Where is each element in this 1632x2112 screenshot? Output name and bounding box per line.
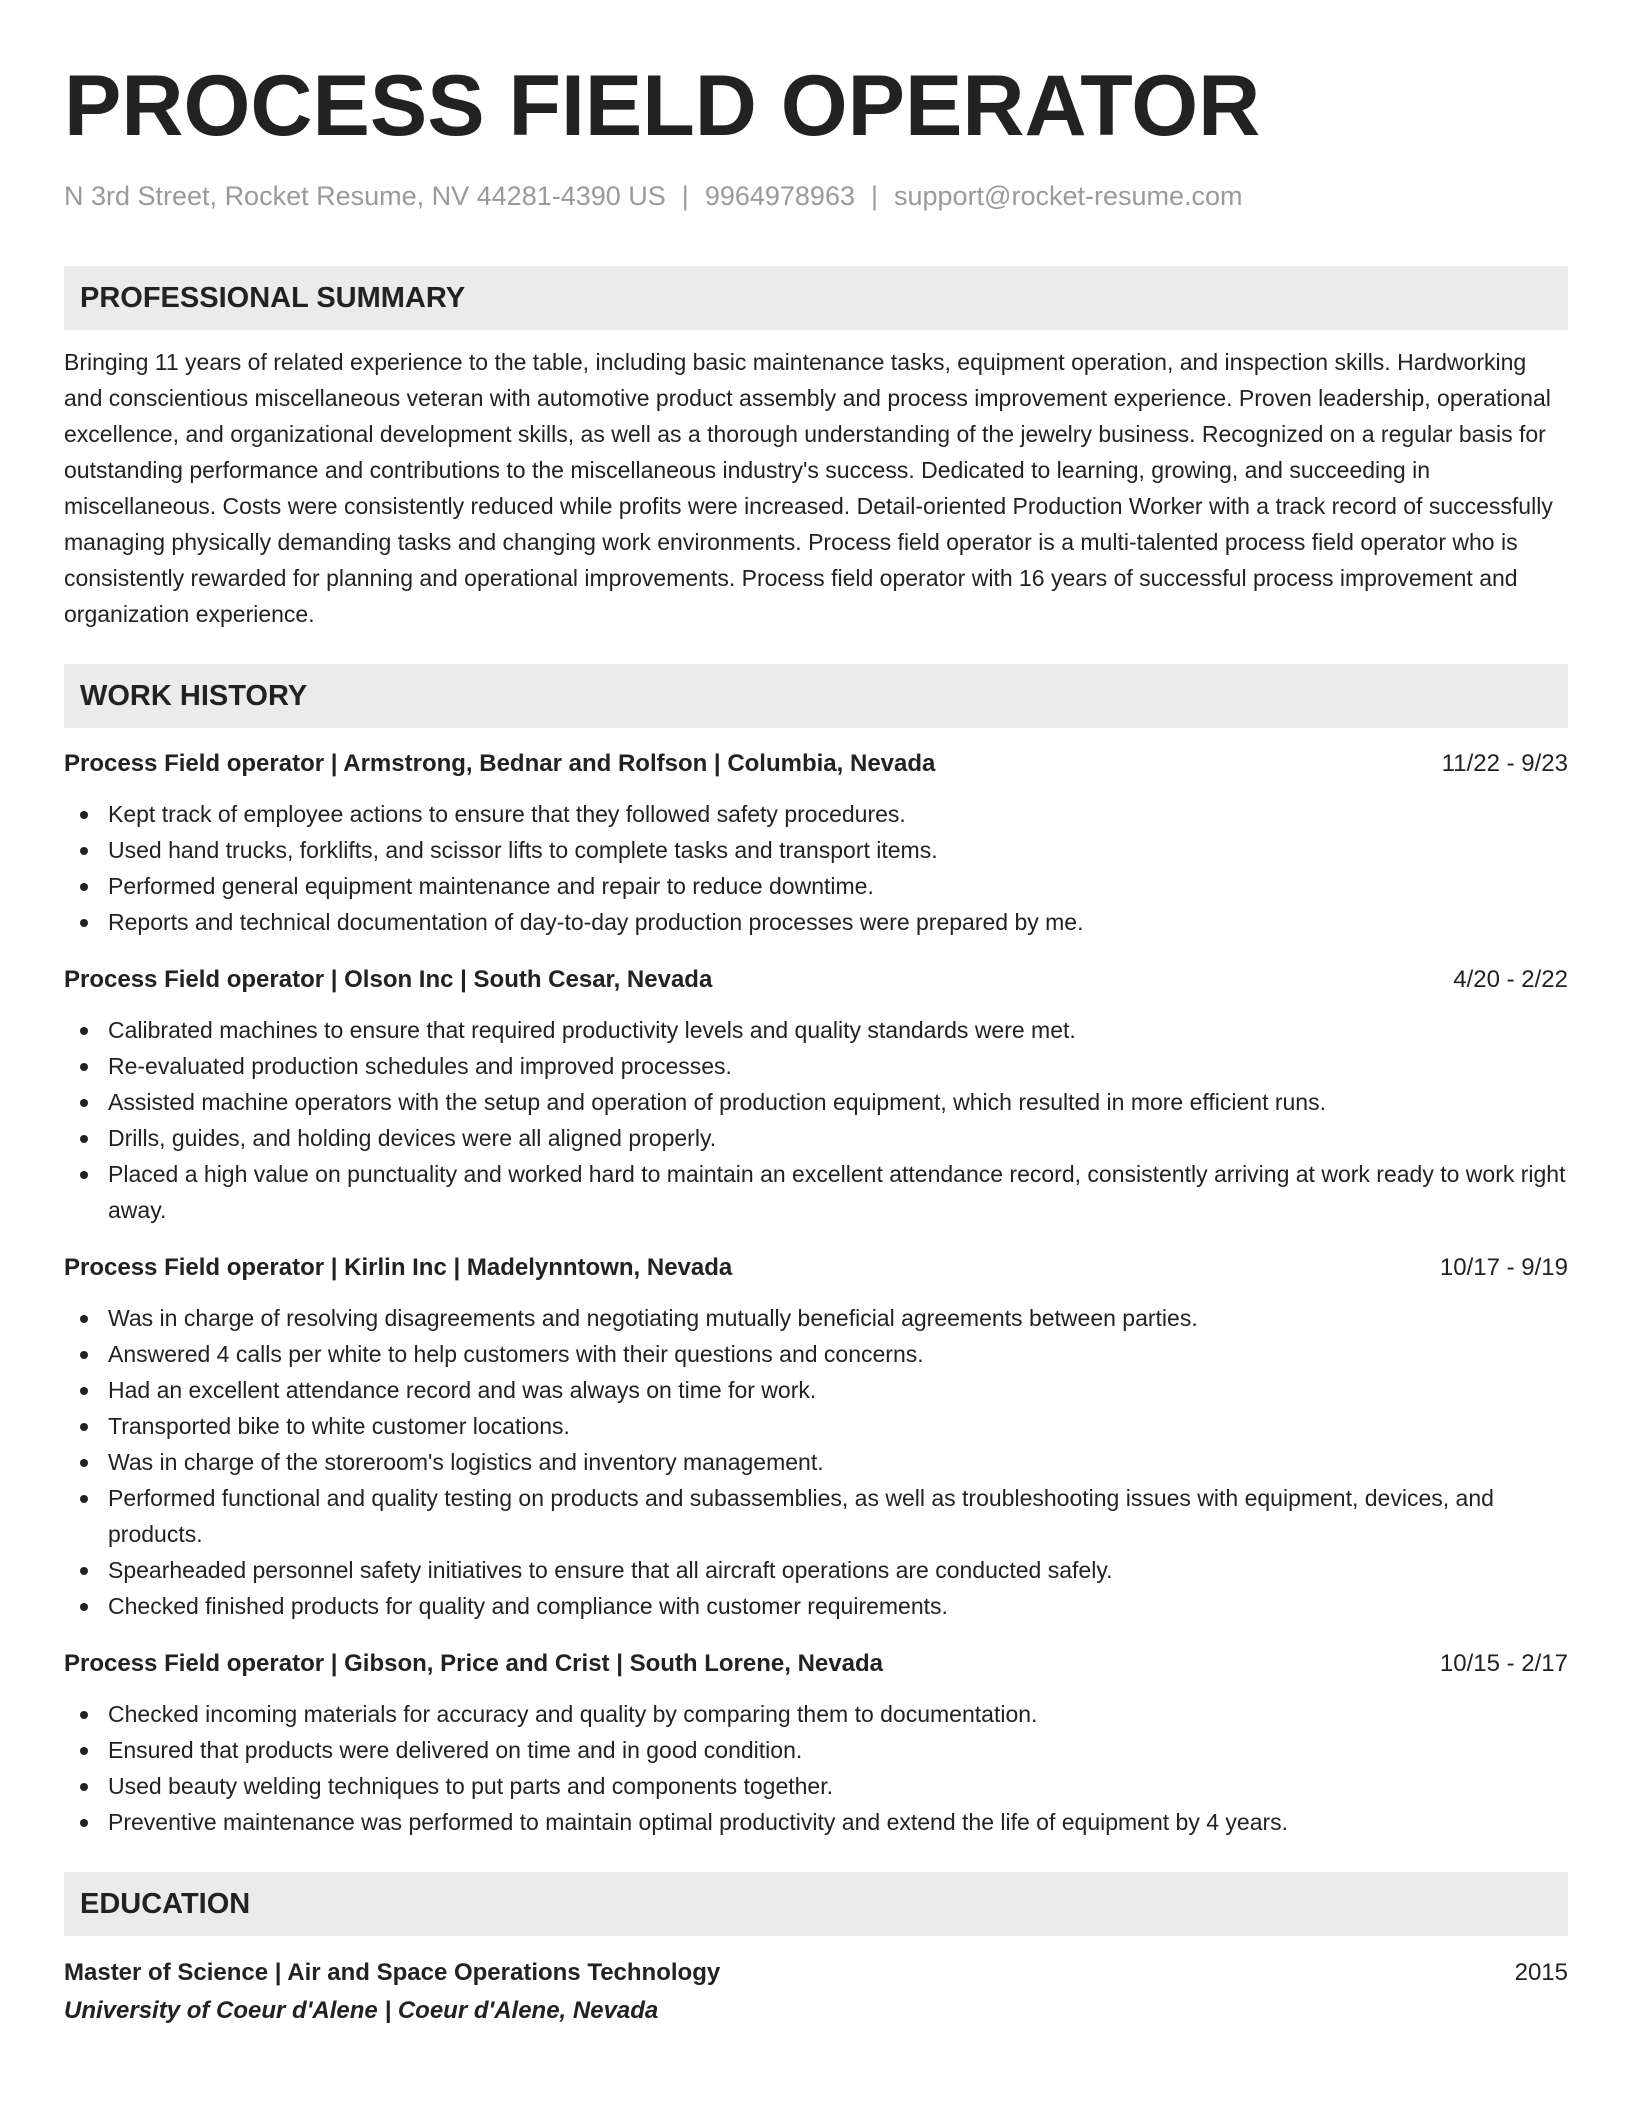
bullet-dot-icon: [80, 847, 88, 855]
bullet-item: [108, 868, 1568, 904]
bullet-item: [108, 832, 1568, 868]
bullet-dot-icon: [80, 883, 88, 891]
bullet-text: Performed functional and quality testing on products and subassemblies, as well as troubleshooting issues with equipment, devices, and products.: [108, 1485, 1494, 1547]
bullet-text: Used hand trucks, forklifts, and scissor lifts to complete tasks and transport items.: [108, 837, 938, 863]
bullet-text: Checked incoming materials for accuracy and quality by comparing them to documentation.: [108, 1701, 1038, 1727]
bullet-text: Re-evaluated production schedules and improved processes.: [108, 1053, 732, 1079]
section-header-summary: PROFESSIONAL SUMMARY: [64, 266, 1568, 330]
bullet-item: [108, 1804, 1568, 1840]
education-year: 2015: [1514, 1959, 1568, 1986]
work-history-list: [64, 746, 1568, 1840]
job-bullets: [64, 1696, 1568, 1840]
job-heading-row: [64, 962, 1568, 998]
job-heading-row: [64, 1646, 1568, 1682]
job-dates: 11/22 - 9/23: [1441, 750, 1568, 777]
bullet-item: [108, 1156, 1568, 1228]
bullet-text: Had an excellent attendance record and was always on time for work.: [108, 1377, 817, 1403]
contact-email: support@rocket-resume.com: [894, 181, 1243, 211]
bullet-item: [108, 1552, 1568, 1588]
contact-address: N 3rd Street, Rocket Resume, NV 44281-4390 US: [64, 181, 666, 211]
job-title: Process Field operator | Kirlin Inc | Madelynntown, Nevada: [64, 1254, 733, 1281]
job-entry: [64, 746, 1568, 940]
bullet-text: Placed a high value on punctuality and worked hard to maintain an excellent attendance record, consistently arriving at work ready to work right away.: [108, 1161, 1566, 1223]
bullet-text: Assisted machine operators with the setup and operation of production equipment, which resulted in more efficient runs.: [108, 1089, 1326, 1115]
bullet-text: Performed general equipment maintenance and repair to reduce downtime.: [108, 873, 874, 899]
education-entry: [64, 1954, 1568, 2030]
job-bullets: [64, 1300, 1568, 1624]
bullet-dot-icon: [80, 1495, 88, 1503]
bullet-item: [108, 904, 1568, 940]
job-title: Process Field operator | Gibson, Price and Crist | South Lorene, Nevada: [64, 1650, 883, 1677]
resume-name: PROCESS FIELD OPERATOR: [64, 58, 1261, 154]
job-bullets: [64, 1012, 1568, 1228]
job-entry: [64, 1250, 1568, 1624]
contact-line: [64, 178, 1568, 214]
summary-text: Bringing 11 years of related experience to the table, including basic maintenance tasks, equipment operation, and inspection skills. Hardworking and conscientious miscellaneous veteran with automotive product assembly and process improvement experience. Proven leadership, operational excellence, and organizational development skills, as well as a thorough understanding of the jewelry business. Recognized on a regular basis for outstanding performance and contributions to the miscellaneous industry's success. Dedicated to learning, growing, and succeeding in miscellaneous. Costs were consistently reduced while profits were increased. Detail-oriented Production Worker with a track record of successfully managing physically demanding tasks and changing work environments. Process field operator is a multi-talented process field operator who is consistently rewarded for planning and operational improvements. Process field operator with 16 years of successful process improvement and organization experience.: [64, 349, 1553, 627]
bullet-dot-icon: [80, 1423, 88, 1431]
bullet-dot-icon: [80, 1459, 88, 1467]
bullet-text: Calibrated machines to ensure that required productivity levels and quality standards were met.: [108, 1017, 1076, 1043]
bullet-dot-icon: [80, 1099, 88, 1107]
bullet-text: Was in charge of resolving disagreements and negotiating mutually beneficial agreements between parties.: [108, 1305, 1198, 1331]
bullet-text: Used beauty welding techniques to put parts and components together.: [108, 1773, 833, 1799]
job-title: Process Field operator | Olson Inc | South Cesar, Nevada: [64, 966, 713, 993]
bullet-item: [108, 1084, 1568, 1120]
bullet-text: Ensured that products were delivered on time and in good condition.: [108, 1737, 803, 1763]
contact-separator: |: [681, 181, 689, 211]
education-heading-row: [64, 1954, 1568, 1992]
bullet-item: [108, 1732, 1568, 1768]
bullet-item: [108, 1012, 1568, 1048]
job-dates: 4/20 - 2/22: [1453, 966, 1568, 993]
bullet-item: [108, 796, 1568, 832]
section-header-education: EDUCATION: [64, 1872, 1568, 1936]
job-bullets: [64, 796, 1568, 940]
bullet-text: Transported bike to white customer locations.: [108, 1413, 570, 1439]
bullet-dot-icon: [80, 1819, 88, 1827]
bullet-text: Checked finished products for quality and compliance with customer requirements.: [108, 1593, 948, 1619]
bullet-item: [108, 1336, 1568, 1372]
bullet-dot-icon: [80, 1351, 88, 1359]
contact-separator: |: [870, 181, 878, 211]
bullet-dot-icon: [80, 811, 88, 819]
bullet-dot-icon: [80, 1135, 88, 1143]
bullet-text: Kept track of employee actions to ensure that they followed safety procedures.: [108, 801, 906, 827]
bullet-text: Spearheaded personnel safety initiatives to ensure that all aircraft operations are conducted safely.: [108, 1557, 1113, 1583]
bullet-text: Was in charge of the storeroom's logistics and inventory management.: [108, 1449, 824, 1475]
bullet-dot-icon: [80, 1063, 88, 1071]
bullet-dot-icon: [80, 1567, 88, 1575]
bullet-item: [108, 1768, 1568, 1804]
job-heading-row: [64, 746, 1568, 782]
bullet-dot-icon: [80, 1171, 88, 1179]
job-dates: 10/15 - 2/17: [1439, 1650, 1568, 1677]
bullet-item: [108, 1048, 1568, 1084]
bullet-item: [108, 1588, 1568, 1624]
bullet-dot-icon: [80, 1783, 88, 1791]
education-degree: Master of Science | Air and Space Operations Technology: [64, 1959, 721, 1986]
bullet-item: [108, 1120, 1568, 1156]
bullet-text: Drills, guides, and holding devices were all aligned properly.: [108, 1125, 717, 1151]
bullet-item: [108, 1300, 1568, 1336]
bullet-dot-icon: [80, 1315, 88, 1323]
bullet-item: [108, 1372, 1568, 1408]
bullet-text: Preventive maintenance was performed to maintain optimal productivity and extend the life of equipment by 4 years.: [108, 1809, 1289, 1835]
bullet-item: [108, 1480, 1568, 1552]
bullet-dot-icon: [80, 1603, 88, 1611]
bullet-item: [108, 1444, 1568, 1480]
bullet-item: [108, 1408, 1568, 1444]
job-title: Process Field operator | Armstrong, Bednar and Rolfson | Columbia, Nevada: [64, 750, 936, 777]
education-school: University of Coeur d'Alene | Coeur d'Alene, Nevada: [64, 1997, 659, 2024]
job-entry: [64, 1646, 1568, 1840]
section-header-work-history: WORK HISTORY: [64, 664, 1568, 728]
job-entry: [64, 962, 1568, 1228]
bullet-dot-icon: [80, 919, 88, 927]
bullet-dot-icon: [80, 1711, 88, 1719]
bullet-dot-icon: [80, 1747, 88, 1755]
contact-phone: 9964978963: [704, 181, 855, 211]
job-heading-row: [64, 1250, 1568, 1286]
bullet-dot-icon: [80, 1387, 88, 1395]
bullet-dot-icon: [80, 1027, 88, 1035]
bullet-text: Answered 4 calls per white to help customers with their questions and concerns.: [108, 1341, 924, 1367]
bullet-item: [108, 1696, 1568, 1732]
bullet-text: Reports and technical documentation of day-to-day production processes were prepared by me.: [108, 909, 1084, 935]
job-dates: 10/17 - 9/19: [1439, 1254, 1568, 1281]
